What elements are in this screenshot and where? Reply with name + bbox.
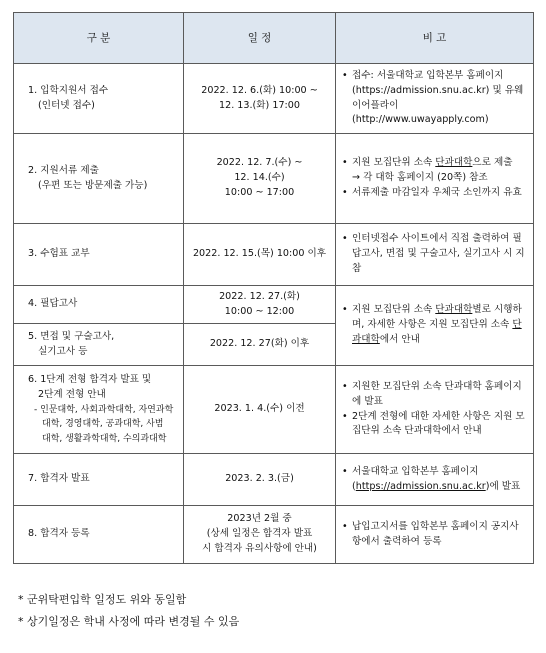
note-cell bbox=[336, 224, 534, 286]
date-line: 2023. 1. 4.(수) 이전 bbox=[214, 403, 305, 415]
category-sublabel: 2단계 전형 안내 bbox=[38, 388, 106, 400]
note-item bbox=[342, 156, 527, 186]
college-underlined: 단과대학 bbox=[435, 157, 473, 169]
note-item: • 지원한 모집단위 소속 단과대학 홈페이지에 발표 bbox=[342, 380, 527, 410]
category-cell bbox=[14, 64, 184, 134]
schedule-table bbox=[13, 12, 534, 564]
note-item: • 인터넷접수 사이트에서 직접 출력하여 필답고사, 면접 및 구술고사, 실기고사 시 지참 bbox=[342, 232, 527, 277]
date-line: 10:00 ~ 17:00 bbox=[224, 186, 295, 198]
date-line: 2022. 12. 6.(화) 10:00 ~ bbox=[201, 84, 318, 96]
admission-link[interactable]: https://admission.snu.ac.kr bbox=[355, 480, 486, 492]
date-line: 2023. 2. 3.(금) bbox=[225, 473, 294, 485]
category-label: 3. 수험표 교부 bbox=[28, 248, 90, 260]
note-cell bbox=[336, 286, 534, 366]
note-text: 으로 제출 bbox=[472, 157, 513, 169]
date-line: 2022. 12. 15.(목) 10:00 이후 bbox=[192, 248, 327, 260]
category-cell bbox=[14, 324, 184, 366]
date-cell bbox=[184, 64, 336, 134]
header-remarks: 비 고 bbox=[336, 13, 534, 64]
note-item: • 납입고지서를 입학본부 홈페이지 공지사항에서 출력하여 등록 bbox=[342, 520, 527, 550]
dept-line: - 인문대학, 사회과학대학, 자연과학 bbox=[34, 404, 174, 415]
note-cell bbox=[336, 366, 534, 454]
table-row bbox=[14, 286, 534, 324]
note-cell bbox=[336, 506, 534, 564]
table-row bbox=[14, 224, 534, 286]
note-item bbox=[342, 303, 527, 348]
college-underlined: 단과대학 bbox=[435, 304, 473, 316]
category-label: 1. 입학지원서 접수 bbox=[28, 84, 109, 96]
category-cell bbox=[14, 506, 184, 564]
table-row bbox=[14, 454, 534, 506]
note-text: 지원 모집단위 소속 bbox=[352, 157, 436, 169]
table-row bbox=[14, 506, 534, 564]
date-cell bbox=[184, 224, 336, 286]
category-cell bbox=[14, 286, 184, 324]
note-text: 에서 안내 bbox=[379, 333, 420, 345]
dept-line: 대학, 생활과학대학, 수의과대학 bbox=[42, 433, 167, 444]
note-text: 별로 시행하며, 자세한 사항은 지원 모집단위 소속 bbox=[352, 304, 522, 331]
note-item: • 2단계 전형에 대한 자세한 사항은 지원 모집단위 소속 단과대학에서 안내 bbox=[342, 410, 527, 440]
date-cell bbox=[184, 324, 336, 366]
note-item: • 서류제출 마감일자 우체국 소인까지 유효 bbox=[342, 186, 527, 201]
footnote: * 상기일정은 학내 사정에 따라 변경될 수 있음 bbox=[18, 615, 240, 628]
date-cell bbox=[184, 286, 336, 324]
note-text: 서울대학교 입학본부 홈페이지( bbox=[352, 465, 479, 492]
table-row bbox=[14, 366, 534, 454]
date-cell bbox=[184, 366, 336, 454]
note-cell bbox=[336, 454, 534, 506]
note-item: • 접수: 서울대학교 입학본부 홈페이지(https://admission.snu.ac.kr) 및 유웨이어플라이 (http://www.uwayapply.com) bbox=[342, 69, 527, 128]
note-text: 지원 모집단위 소속 bbox=[352, 304, 436, 316]
date-line: 12. 14.(수) bbox=[234, 172, 285, 184]
note-item bbox=[342, 465, 527, 495]
footnote: * 군위탁편입학 일정도 위와 동일함 bbox=[18, 593, 187, 606]
category-sublabel: (인터넷 접수) bbox=[38, 99, 95, 111]
date-cell bbox=[184, 506, 336, 564]
date-line: 2022. 12. 7.(수) ~ bbox=[216, 157, 303, 169]
category-label: 6. 1단계 전형 합격자 발표 및 bbox=[28, 374, 152, 386]
date-line: (상세 일정은 합격자 발표 bbox=[206, 528, 313, 540]
category-cell bbox=[14, 366, 184, 454]
date-cell bbox=[184, 134, 336, 224]
category-cell bbox=[14, 454, 184, 506]
table-row bbox=[14, 64, 534, 134]
date-cell bbox=[184, 454, 336, 506]
category-sublabel: 실기고사 등 bbox=[38, 345, 88, 357]
date-line: 시 합격자 유의사항에 안내) bbox=[202, 542, 317, 554]
category-label: 5. 면접 및 구술고사, bbox=[28, 330, 115, 342]
note-text: → 각 대학 홈페이지 (20쪽) 참조 bbox=[352, 172, 488, 184]
header-category: 구 분 bbox=[14, 13, 184, 64]
header-row bbox=[14, 13, 534, 64]
category-label: 2. 지원서류 제출 bbox=[28, 164, 99, 176]
table-row bbox=[14, 134, 534, 224]
category-sublabel: (우편 또는 방문제출 가능) bbox=[38, 179, 148, 191]
date-line: 2022. 12. 27(화) 이후 bbox=[209, 338, 310, 350]
date-line: 2023년 2월 중 bbox=[227, 513, 292, 525]
note-cell bbox=[336, 134, 534, 224]
header-schedule: 일 정 bbox=[184, 13, 336, 64]
category-label: 4. 필답고사 bbox=[28, 298, 78, 310]
category-label: 7. 합격자 발표 bbox=[28, 473, 90, 485]
date-line: 2022. 12. 27.(화) bbox=[219, 290, 300, 302]
college-underlined: 단과대학 bbox=[352, 319, 522, 345]
dept-line: 대학, 경영대학, 공과대학, 사범 bbox=[42, 419, 164, 430]
date-line: 12. 13.(화) 17:00 bbox=[218, 99, 300, 111]
note-text: )에 발표 bbox=[485, 480, 521, 492]
category-label: 8. 합격자 등록 bbox=[28, 528, 90, 540]
category-cell bbox=[14, 134, 184, 224]
note-cell bbox=[336, 64, 534, 134]
category-cell bbox=[14, 224, 184, 286]
date-line: 10:00 ~ 12:00 bbox=[224, 305, 295, 317]
